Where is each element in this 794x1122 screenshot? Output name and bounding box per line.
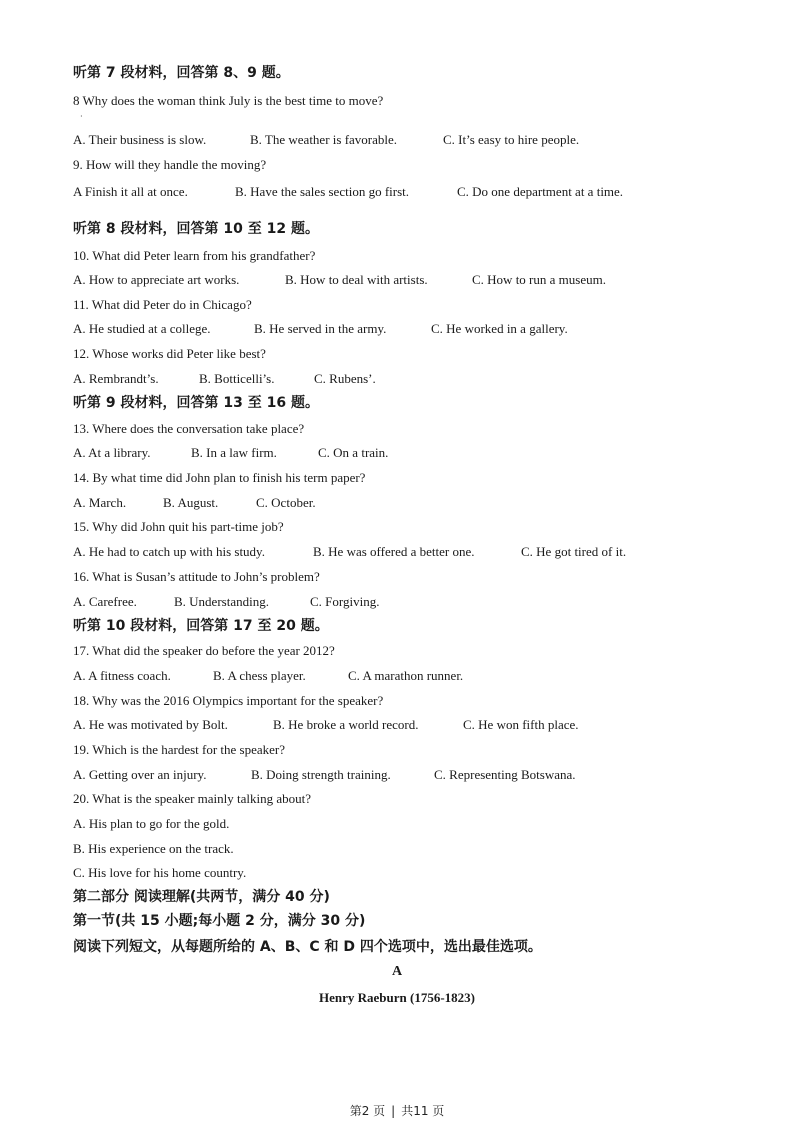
option-c: C. Forgiving. xyxy=(310,594,380,609)
question-20-option-c: C. His love for his home country. xyxy=(73,865,247,880)
option-b: B. He broke a world record. xyxy=(273,717,419,732)
question-12-options xyxy=(73,370,376,388)
question-13-stem: 13. Where does the conversation take place? xyxy=(73,421,305,436)
option-b: B. A chess player. xyxy=(213,668,306,683)
question-12-stem: 12. Whose works did Peter like best? xyxy=(73,346,266,361)
question-19-stem: 19. Which is the hardest for the speaker? xyxy=(73,742,286,757)
option-a: A. Their business is slow. xyxy=(73,132,207,147)
question-14-stem: 14. By what time did John plan to finish his term paper? xyxy=(73,470,366,485)
question-13-options xyxy=(73,444,388,462)
part-two-heading: 第二部分 阅读理解(共两节，满分 40 分) xyxy=(73,889,330,905)
question-16-options xyxy=(73,593,379,611)
question-10-stem: 10. What did Peter learn from his grandfather? xyxy=(73,248,316,263)
option-b: B. Botticelli’s. xyxy=(199,371,275,386)
option-c: C. He worked in a gallery. xyxy=(431,321,568,336)
reading-instruction: 阅读下列短文，从每题所给的 A、B、C 和 D 四个选项中，选出最佳选项。 xyxy=(73,939,542,955)
page-total: 共11 页 xyxy=(401,1104,445,1118)
question-11-options xyxy=(73,320,568,338)
option-c: C. It’s easy to hire people. xyxy=(443,132,580,147)
option-b: B. The weather is favorable. xyxy=(250,132,398,147)
option-b: B. How to deal with artists. xyxy=(285,272,428,287)
option-b: B. August. xyxy=(163,495,219,510)
page-number: 第2 页 xyxy=(349,1104,386,1118)
question-18-stem: 18. Why was the 2016 Olympics important for the speaker? xyxy=(73,693,384,708)
option-c: C. A marathon runner. xyxy=(348,668,464,683)
question-20-option-a: A. His plan to go for the gold. xyxy=(73,816,230,831)
question-9-options xyxy=(73,183,623,201)
question-14-options xyxy=(73,494,316,512)
question-9-stem: 9. How will they handle the moving? xyxy=(73,157,267,172)
question-17-stem: 17. What did the speaker do before the year 2012? xyxy=(73,643,335,658)
option-a: A. Getting over an injury. xyxy=(73,767,207,782)
question-20-stem: 20. What is the speaker mainly talking about? xyxy=(73,791,312,806)
stray-dot: · xyxy=(80,112,83,121)
page-footer xyxy=(0,1102,794,1119)
option-a: A. At a library. xyxy=(73,445,151,460)
option-b: B. He served in the army. xyxy=(254,321,387,336)
footer-separator: | xyxy=(391,1104,396,1118)
option-b: B. Have the sales section go first. xyxy=(235,184,410,199)
question-11-stem: 11. What did Peter do in Chicago? xyxy=(73,297,252,312)
question-8-stem: 8 Why does the woman think July is the best time to move? xyxy=(73,93,384,108)
option-a: A. He studied at a college. xyxy=(73,321,211,336)
option-a: A. Carefree. xyxy=(73,594,137,609)
option-c: C. How to run a museum. xyxy=(472,272,606,287)
option-c: C. October. xyxy=(256,495,316,510)
option-c: C. Rubens’. xyxy=(314,371,376,386)
option-a: A. Rembrandt’s. xyxy=(73,371,159,386)
option-a: A. He had to catch up with his study. xyxy=(73,544,265,559)
option-c: C. Representing Botswana. xyxy=(434,767,576,782)
section-heading-7: 听第 7 段材料，回答第 8、9 题。 xyxy=(73,65,290,81)
section-heading-10: 听第 10 段材料，回答第 17 至 20 题。 xyxy=(73,618,329,634)
option-a: A. A fitness coach. xyxy=(73,668,171,683)
option-a: A. He was motivated by Bolt. xyxy=(73,717,228,732)
question-10-options xyxy=(73,271,606,289)
option-a: A Finish it all at once. xyxy=(73,184,188,199)
passage-title: Henry Raeburn (1756-1823) xyxy=(319,990,475,1005)
section-one-heading: 第一节(共 15 小题;每小题 2 分，满分 30 分) xyxy=(73,913,366,929)
option-a: A. March. xyxy=(73,495,127,510)
option-b: B. Doing strength training. xyxy=(251,767,391,782)
question-8-options xyxy=(73,131,579,149)
question-17-options xyxy=(73,667,463,685)
section-heading-9: 听第 9 段材料，回答第 13 至 16 题。 xyxy=(73,395,319,411)
option-b: B. He was offered a better one. xyxy=(313,544,475,559)
section-heading-8: 听第 8 段材料，回答第 10 至 12 题。 xyxy=(73,221,319,237)
question-20-option-b: B. His experience on the track. xyxy=(73,841,234,856)
option-c: C. He won fifth place. xyxy=(463,717,579,732)
passage-letter: A xyxy=(391,964,403,979)
question-19-options xyxy=(73,766,576,784)
question-15-options xyxy=(73,543,626,561)
option-c: C. He got tired of it. xyxy=(521,544,627,559)
option-b: B. In a law firm. xyxy=(191,445,277,460)
option-c: C. On a train. xyxy=(318,445,389,460)
option-b: B. Understanding. xyxy=(174,594,269,609)
question-18-options xyxy=(73,716,579,734)
question-15-stem: 15. Why did John quit his part-time job? xyxy=(73,519,284,534)
option-c: C. Do one department at a time. xyxy=(457,184,624,199)
question-16-stem: 16. What is Susan’s attitude to John’s problem? xyxy=(73,569,320,584)
option-a: A. How to appreciate art works. xyxy=(73,272,240,287)
